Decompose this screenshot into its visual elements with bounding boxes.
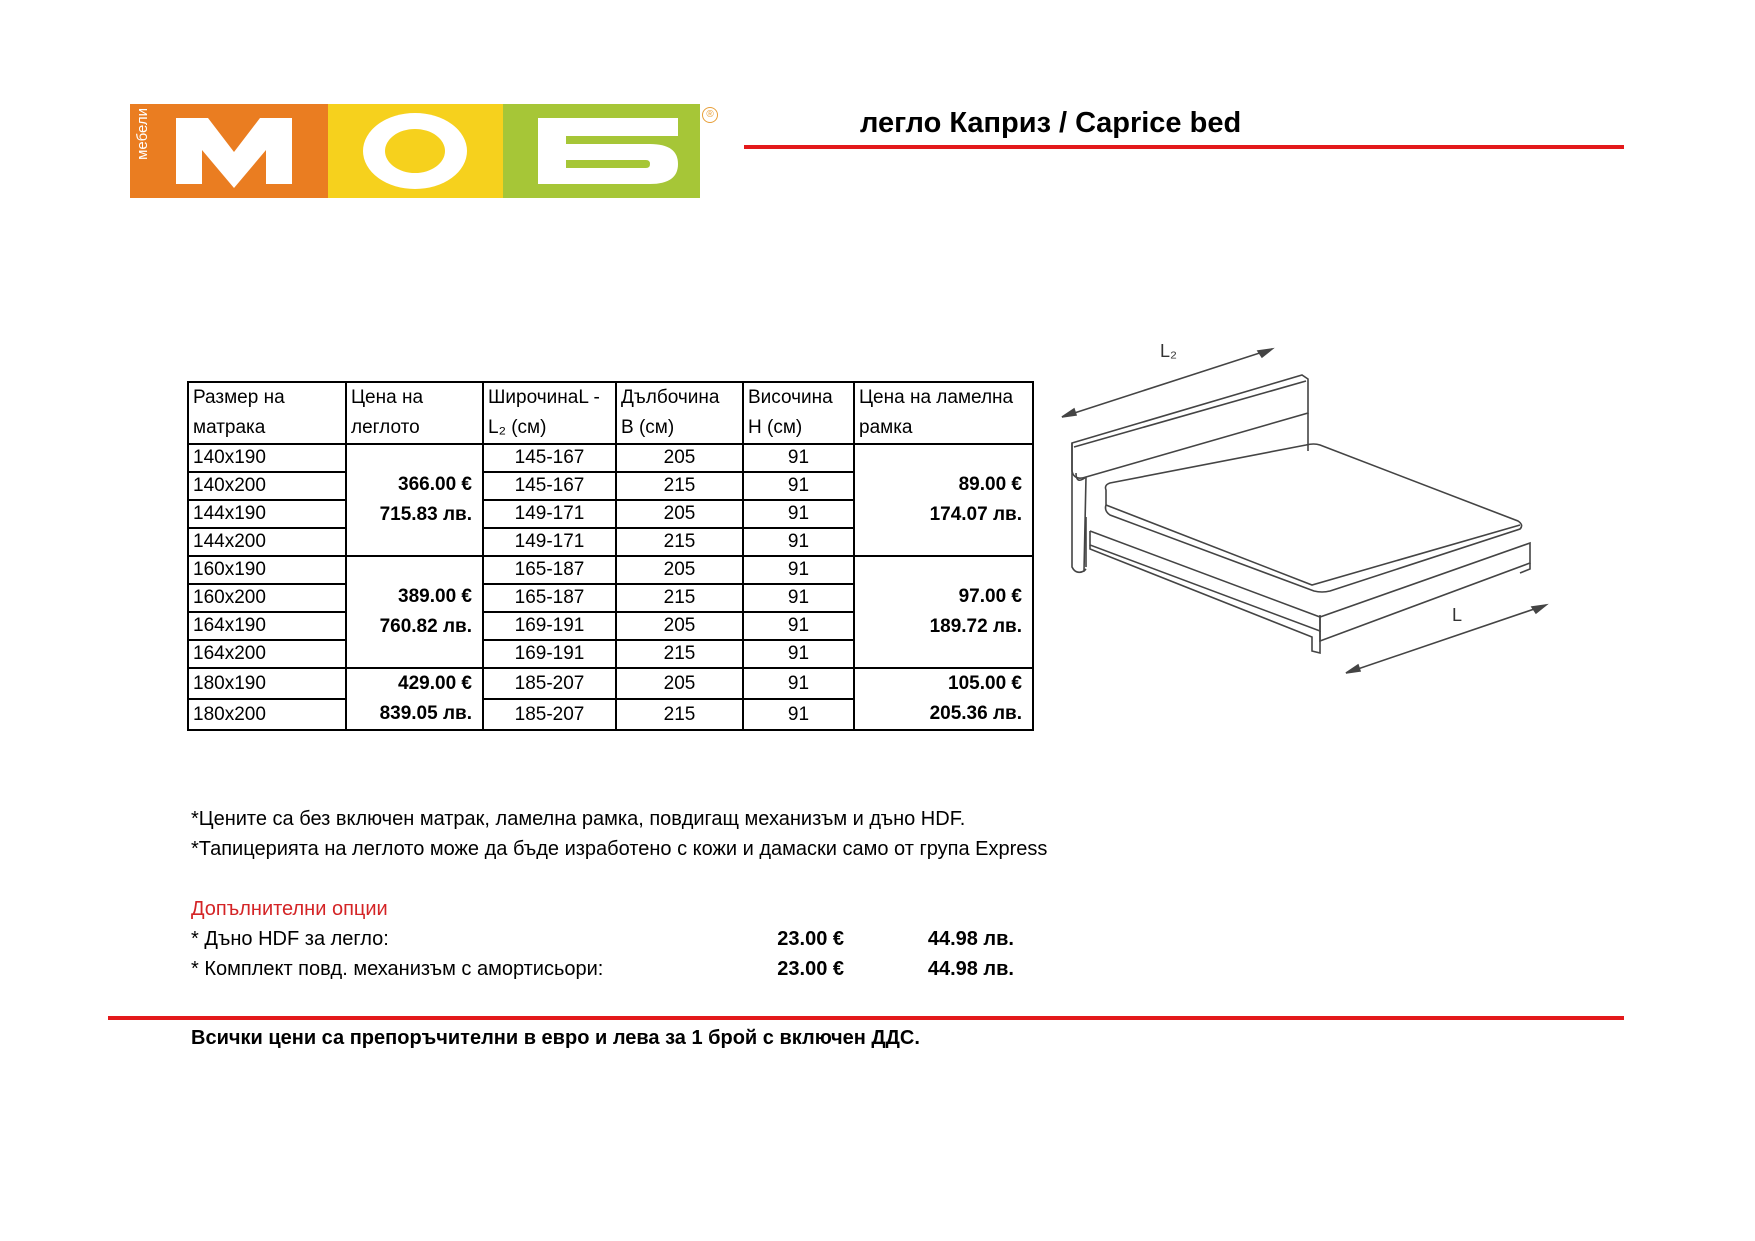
label-l2: L₂ bbox=[1160, 341, 1177, 361]
header-width: ШирочинаL - L₂ (см) bbox=[483, 382, 616, 444]
logo-side-text bbox=[134, 108, 152, 194]
cell-height: 91 bbox=[743, 584, 854, 612]
cell-depth: 205 bbox=[616, 668, 743, 699]
footer-rule bbox=[108, 1016, 1624, 1020]
cell-size: 160x190 bbox=[188, 556, 346, 584]
cell-height: 91 bbox=[743, 472, 854, 500]
cell-size: 144x190 bbox=[188, 500, 346, 528]
cell-width: 185-207 bbox=[483, 699, 616, 730]
cell-height: 91 bbox=[743, 500, 854, 528]
cell-bed-price: 429.00 € 839.05 лв. bbox=[346, 668, 483, 730]
cell-depth: 205 bbox=[616, 556, 743, 584]
cell-size: 140x200 bbox=[188, 472, 346, 500]
cell-depth: 215 bbox=[616, 528, 743, 556]
cell-height: 91 bbox=[743, 528, 854, 556]
option-price-eur: 23.00 € bbox=[777, 928, 844, 950]
cell-height: 91 bbox=[743, 668, 854, 699]
cell-height: 91 bbox=[743, 699, 854, 730]
footer-note: Всички цени са препоръчителни в евро и лева за 1 брой с включен ДДС. bbox=[191, 1027, 920, 1049]
label-l: L bbox=[1452, 605, 1463, 625]
cell-depth: 215 bbox=[616, 584, 743, 612]
registered-mark-icon: ® bbox=[702, 107, 718, 123]
table-header-row bbox=[188, 382, 1033, 444]
option-price-eur: 23.00 € bbox=[777, 958, 844, 980]
cell-depth: 215 bbox=[616, 472, 743, 500]
cell-height: 91 bbox=[743, 640, 854, 668]
cell-width: 185-207 bbox=[483, 668, 616, 699]
cell-bed-price: 389.00 € 760.82 лв. bbox=[346, 556, 483, 668]
cell-size: 180x190 bbox=[188, 668, 346, 699]
cell-frame-price: 105.00 € 205.36 лв. bbox=[854, 668, 1033, 730]
cell-depth: 215 bbox=[616, 640, 743, 668]
table-row bbox=[188, 556, 1033, 584]
cell-width: 165-187 bbox=[483, 584, 616, 612]
options-title: Допълнителни опции bbox=[191, 898, 388, 920]
note-1: *Цените са без включен матрак, ламелна рамка, повдигащ механизъм и дъно HDF. bbox=[191, 808, 966, 830]
cell-frame-price: 89.00 € 174.07 лв. bbox=[854, 444, 1033, 556]
cell-width: 145-167 bbox=[483, 444, 616, 472]
cell-width: 149-171 bbox=[483, 528, 616, 556]
brand-logo bbox=[130, 104, 714, 198]
header-frame-price: Цена на ламелна рамка bbox=[854, 382, 1033, 444]
bed-drawing bbox=[1050, 335, 1570, 685]
cell-depth: 205 bbox=[616, 612, 743, 640]
table-row bbox=[188, 668, 1033, 699]
bed-line-drawing bbox=[1050, 335, 1570, 685]
price-table bbox=[187, 381, 1034, 731]
cell-width: 149-171 bbox=[483, 500, 616, 528]
header-depth: Дълбочина B (см) bbox=[616, 382, 743, 444]
cell-width: 169-191 bbox=[483, 612, 616, 640]
header-mattress-size: Размер на матрака bbox=[188, 382, 346, 444]
header-height: Височина H (см) bbox=[743, 382, 854, 444]
cell-size: 144x200 bbox=[188, 528, 346, 556]
cell-height: 91 bbox=[743, 556, 854, 584]
option-price-bgn: 44.98 лв. bbox=[927, 958, 1014, 980]
option-label: * Дъно HDF за легло: bbox=[191, 928, 389, 950]
cell-bed-price: 366.00 € 715.83 лв. bbox=[346, 444, 483, 556]
cell-size: 180x200 bbox=[188, 699, 346, 730]
option-price-bgn: 44.98 лв. bbox=[927, 928, 1014, 950]
header-bed-price: Цена на леглото bbox=[346, 382, 483, 444]
cell-size: 164x190 bbox=[188, 612, 346, 640]
cell-width: 169-191 bbox=[483, 640, 616, 668]
note-2: *Тапицерията на леглото може да бъде изработено с кожи и дамаски само от група Express bbox=[191, 838, 1048, 860]
cell-height: 91 bbox=[743, 444, 854, 472]
cell-size: 164x200 bbox=[188, 640, 346, 668]
page-title: легло Каприз / Caprice bed bbox=[860, 107, 1242, 139]
cell-size: 160x200 bbox=[188, 584, 346, 612]
cell-width: 165-187 bbox=[483, 556, 616, 584]
cell-height: 91 bbox=[743, 612, 854, 640]
cell-size: 140x190 bbox=[188, 444, 346, 472]
cell-depth: 215 bbox=[616, 699, 743, 730]
cell-frame-price: 97.00 € 189.72 лв. bbox=[854, 556, 1033, 668]
mob-logo-graphic bbox=[130, 104, 700, 198]
header-rule bbox=[744, 145, 1624, 149]
logo-side-label: мебели bbox=[134, 108, 151, 160]
cell-width: 145-167 bbox=[483, 472, 616, 500]
cell-depth: 205 bbox=[616, 500, 743, 528]
cell-depth: 205 bbox=[616, 444, 743, 472]
option-label: * Комплект повд. механизъм с амортисьори: bbox=[191, 958, 604, 980]
table-row bbox=[188, 444, 1033, 472]
